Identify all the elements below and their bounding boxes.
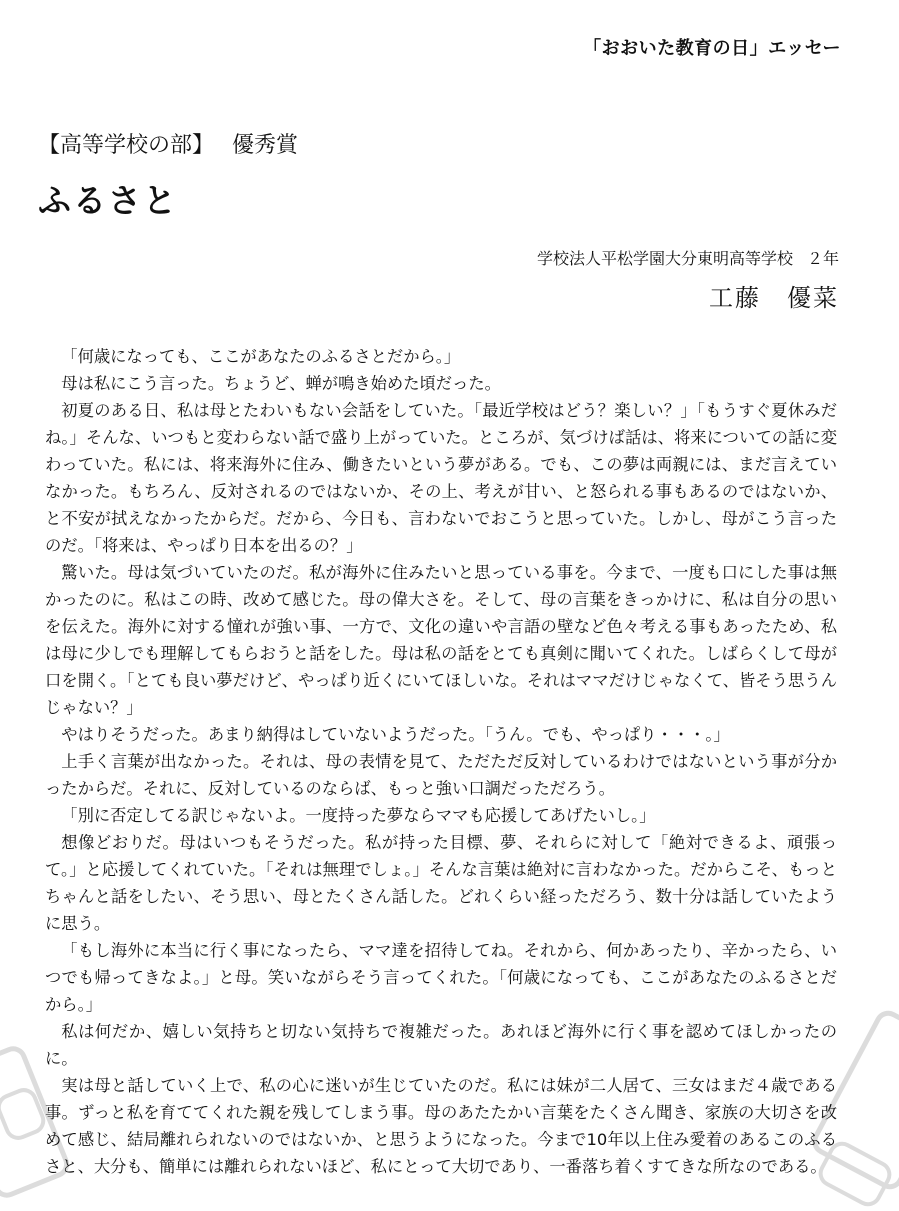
paragraph: 「もし海外に本当に行く事になったら、ママ達を招待してね。それから、何かあったり、辛かったら、いつでも帰ってきなよ。」と母。笑いながらそう言ってくれた。「何歳になっても、ここがあなたのふるさとだから。」 bbox=[45, 941, 837, 1014]
award-label: 優秀賞 bbox=[232, 133, 299, 158]
paragraph: 母は私にこう言った。ちょうど、蝉が鳴き始めた頃だった。 bbox=[61, 374, 501, 393]
paragraph: 驚いた。母は気づいていたのだ。私が海外に住みたいと思っている事を。今まで、一度も口にした事は無かったのに。私はこの時、改めて感じた。母の偉大さを。そして、母の言葉をきっかけに、私は自分の思いを伝えた。海外に対する憧れが強い事、一方で、文化の違いや言語の壁など色々考える事もあったため、私は母に少しでも理解してもらおうと話をした。母は私の話をとても真剣に聞いてくれた。しばらくして母が口を開く。「とても良い夢だけど、やっぱり近くにいてほしいな。それはママだけじゃなくて、皆そう思うんじゃない？」 bbox=[45, 563, 837, 717]
paragraph: 「別に否定してる訳じゃないよ。一度持った夢ならママも応援してあげたいし。」 bbox=[61, 806, 656, 825]
paragraph: 初夏のある日、私は母とたわいもない会話をしていた。「最近学校はどう？楽しい？」「もうすぐ夏休みだね。」そんな、いつもと変わらない話で盛り上がっていた。ところが、気づけば話は、将来についての話に変わっていた。私には、将来海外に住み、働きたいという夢がある。でも、この夢は両親には、まだ言えていなかった。もちろん、反対されるのではないか、その上、考えが甘い、と怒られる事もあるのではないか、と不安が拭えなかったからだ。だから、今日も、言わないでおこうと思っていた。しかし、母がこう言ったのだ。「将来は、やっぱり日本を出るの？」 bbox=[45, 401, 837, 555]
section-label bbox=[38, 128, 298, 159]
paragraph: 「何歳になっても、ここがあなたのふるさとだから。」 bbox=[61, 347, 461, 366]
paragraph: 想像どおりだ。母はいつもそうだった。私が持った目標、夢、それらに対して「絶対できるよ、頑張って。」と応援してくれていた。「それは無理でしょ。」そんな言葉は絶対に言わなかった。だからこそ、もっとちゃんと話をしたい、そう思い、母とたくさん話した。どれくらい経っただろう、数十分は話していたように思う。 bbox=[45, 833, 837, 933]
division-label: 【高等学校の部】 bbox=[38, 133, 215, 158]
school-name: 学校法人平松学園大分東明高等学校 bbox=[536, 249, 793, 268]
author-affiliation bbox=[537, 246, 839, 269]
essay-body bbox=[45, 343, 837, 1180]
paragraph: やはりそうだった。あまり納得はしていないようだった。「うん。でも、やっぱり・・・。」 bbox=[61, 725, 730, 744]
author-name: 工藤 優菜 bbox=[709, 284, 839, 312]
paragraph: 私は何だか、嬉しい気持ちと切ない気持ちで複雑だった。あれほど海外に行く事を認めてほしかったのに。 bbox=[45, 1022, 837, 1068]
grade-label: ２年 bbox=[806, 249, 839, 268]
paragraph: 上手く言葉が出なかった。それは、母の表情を見て、ただただ反対しているわけではないという事が分かったからだ。それに、反対しているのならば、もっと強い口調だっただろう。 bbox=[45, 752, 837, 798]
paragraph: 実は母と話していく上で、私の心に迷いが生じていたのだ。私には妹が二人居て、三女はまだ４歳である事。ずっと私を育ててくれた親を残してしまう事。母のあたたかい言葉をたくさん聞き、家族の大切さを改めて感じ、結局離れられないのではないか、と思うようになった。今まで10年以上住み愛着のあるこのふるさと、大分も、簡単には離れられないほど、私にとって大切であり、一番落ち着くすてきな所なのである。 bbox=[45, 1076, 837, 1176]
publication-tag: 「おおいた教育の日」エッセー bbox=[583, 38, 841, 59]
essay-title: ふるさと bbox=[38, 181, 178, 220]
